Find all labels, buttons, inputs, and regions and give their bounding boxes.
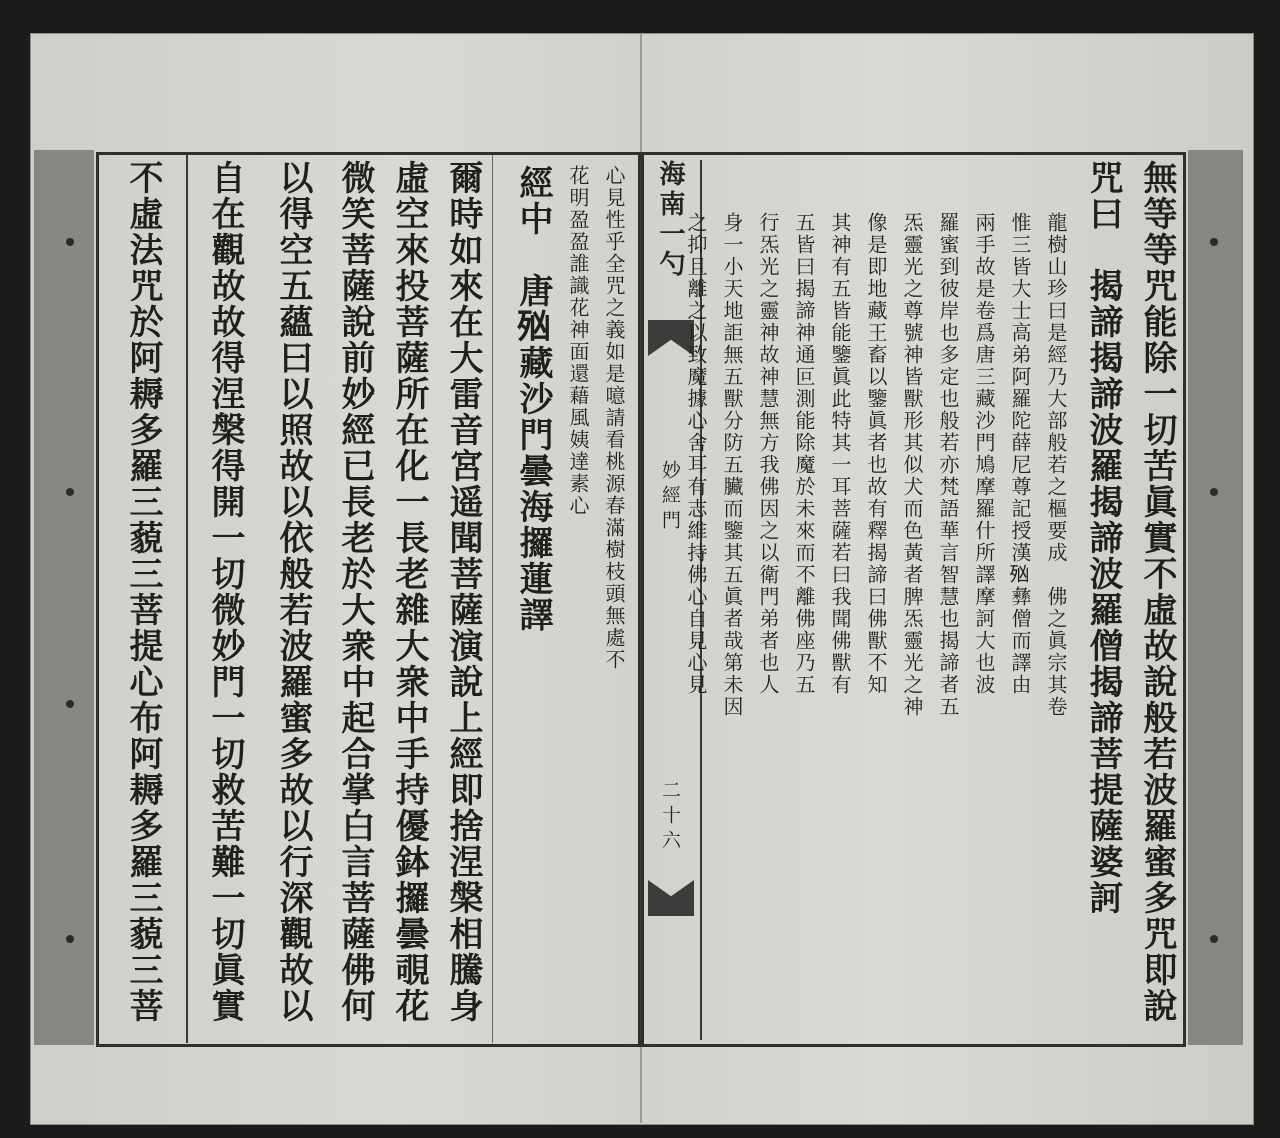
binding-hole <box>66 935 74 943</box>
poem-line: 花明盈盈誰識花神面還藉風姨達素心 <box>566 165 590 517</box>
left-main-line: 虛空來投菩薩所在化一長老雜大衆中手持優鉢攞曇覗花 <box>389 160 429 1024</box>
binding-hole <box>66 488 74 496</box>
page-number: 二十六 <box>659 780 681 855</box>
commentary-line: 身一小天地詎無五獸分防五臟而鑒其五眞者哉第未因 <box>720 212 744 718</box>
sutra-heading: 經中 唐𣧑藏沙門曇海攞蓮譯 <box>513 165 553 633</box>
binding-hole <box>1210 488 1218 496</box>
commentary-line: 兩手故是卷爲唐三藏沙門鳩摩羅什所譯摩訶大也波 <box>972 212 996 696</box>
right-edge-band <box>1188 150 1243 1045</box>
commentary-line: 之抑且離之以致魔據心舍耳有志維持佛心自見心見 <box>684 212 708 696</box>
poem-line: 心見性乎全咒之義如是噫請看桃源春滿樹枝頭無處不 <box>602 165 626 671</box>
commentary-line: 龍樹山珍曰是經乃大部般若之樞要成 佛之眞宗其卷 <box>1044 212 1068 718</box>
left-main-line: 不虛法咒於阿耨多羅三藐三菩提心布阿耨多羅三藐三菩 <box>123 160 163 1024</box>
binding-hole <box>1210 238 1218 246</box>
right-main-line-1: 無等等咒能除一切苦眞實不虛故說般若波羅蜜多咒即說 <box>1137 160 1177 1024</box>
section-title: 妙經門 <box>659 460 681 535</box>
left-main-line: 以得空五蘊曰以照故以依般若波羅蜜多故以行深觀故以 <box>273 160 313 1024</box>
commentary-line: 行炁光之靈神故神慧無方我佛因之以衛門弟者也人 <box>756 212 780 696</box>
binding-hole <box>66 238 74 246</box>
commentary-line: 炁靈光之尊號神皆獸形其似犬而色黃者脾炁靈光之神 <box>900 212 924 718</box>
left-inner-rule <box>186 155 188 1043</box>
left-edge-band <box>34 150 94 1045</box>
right-main-line-2: 咒曰 揭諦揭諦波羅揭諦波羅僧揭諦菩提薩婆訶 <box>1083 160 1123 916</box>
binding-hole <box>1210 935 1218 943</box>
left-poem-rule <box>492 155 493 1043</box>
left-main-line: 爾時如來在大雷音宮遥聞菩薩演說上經即捨涅槃相騰身 <box>443 160 483 1024</box>
left-main-line: 自在觀故故得涅槃得開一切微妙門一切救苦難一切眞實 <box>205 160 245 1024</box>
commentary-line: 其神有五皆能鑒眞此特其一耳菩薩若曰我聞佛獸有 <box>828 212 852 696</box>
book-title: 海南一勺 <box>655 160 685 280</box>
commentary-line: 羅蜜到彼岸也多定也般若亦梵語華言智慧也揭諦者五 <box>936 212 960 718</box>
commentary-line: 像是即地藏王畜以鑒眞者也故有釋揭諦曰佛獸不知 <box>864 212 888 696</box>
commentary-line: 五皆曰揭諦神通叵測能除魔於未來而不離佛座乃五 <box>792 212 816 696</box>
binding-hole <box>66 700 74 708</box>
commentary-line: 惟三皆大士高弟阿羅陀薛尼尊記授漢𣧑彝僧而譯由 <box>1008 212 1032 696</box>
left-main-line: 微笑菩薩說前妙經已長老於大衆中起合掌白言菩薩佛何 <box>335 160 375 1024</box>
